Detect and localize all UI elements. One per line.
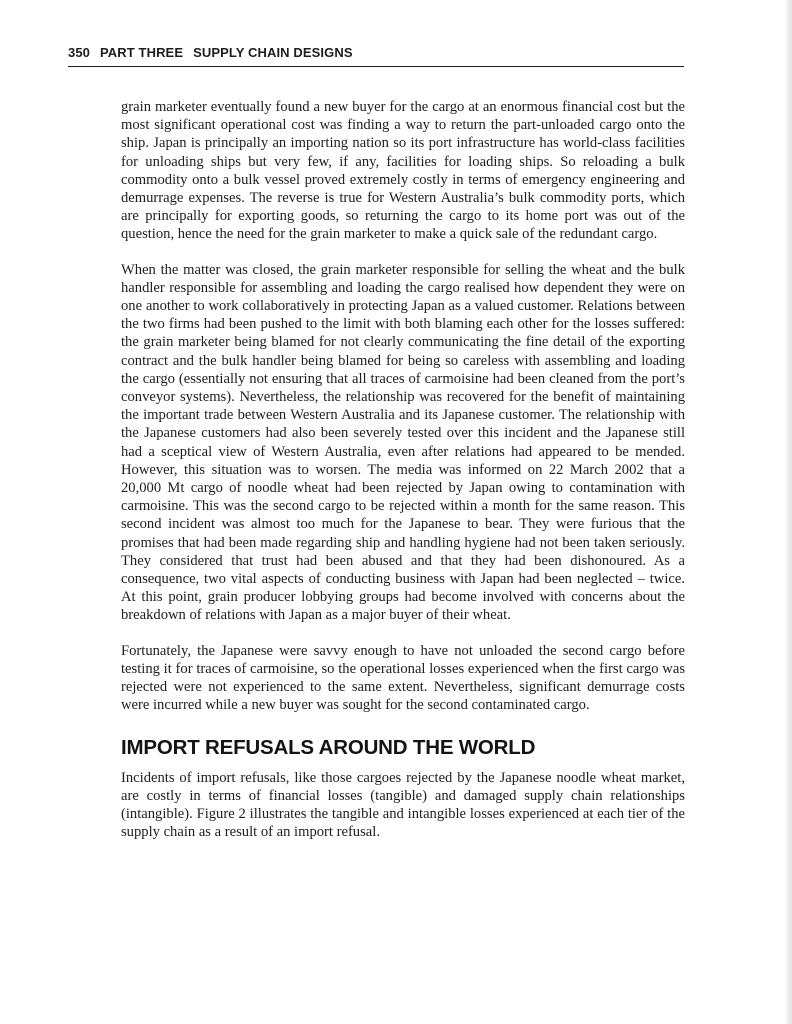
body-paragraph-3: Fortunately, the Japanese were savvy enough to have not unloaded the second cargo before testing it for traces of carmoisine, so the operational losses experienced when the first cargo was rejected were not experienced to the same extent. Nevertheless, significant demurrage costs were incurred while a new buyer was sought for the second contaminated cargo. bbox=[121, 642, 685, 714]
chapter-title: SUPPLY CHAIN DESIGNS bbox=[193, 45, 353, 60]
body-paragraph-1: grain marketer eventually found a new buyer for the cargo at an enormous financial cost but the most significant operational cost was finding a way to return the part-unloaded cargo onto the ship. Japan is principally an importing nation so its port infrastructure has world-class facilities for unloading ships but very few, if any, facilities for loading ships. So reloading a bulk commodity onto a bulk vessel proved extremely costly in terms of emergency engineering and demurrage expenses. The reverse is true for Western Australia’s bulk commodity ports, which are principally for exporting goods, so returning the cargo to its home port was out of the question, hence the need for the grain marketer to make a quick sale of the redundant cargo. bbox=[121, 99, 685, 243]
page-body bbox=[121, 98, 685, 841]
section-paragraph: Incidents of import refusals, like those cargoes rejected by the Japanese noodle wheat market, are costly in terms of financial losses (tangible) and damaged supply chain relationships (intangible). Figure 2 illustrates the tangible and intangible losses experienced at each tier of the supply chain as a result of an import refusal. bbox=[121, 769, 685, 841]
body-paragraph-2: When the matter was closed, the grain marketer responsible for selling the wheat and the bulk handler responsible for assembling and loading the cargo realised how dependent they were on one another to work collaboratively in protecting Japan as a valued customer. Relations between the two firms had been pushed to the limit with both blaming each other for the losses suffered: the grain marketer being blamed for not clearly communicating the fine detail of the exporting contract and the bulk handler being blamed for being so careless with assembling and loading the cargo (essentially not ensuring that all traces of carmoisine had been cleaned from the port’s conveyor systems). Nevertheless, the relationship was recovered for the benefit of maintaining the important trade between Western Australia and its Japanese customer. The relationship with the Japanese customers had also been severely tested over this incident and the Japanese still had a sceptical view of Western Australia, even after relations had appeared to be mended. However, this situation was to worsen. The media was informed on 22 March 2002 that a 20,000 Mt cargo of noodle wheat had been rejected by Japan owing to contamination with carmoisine. This was the second cargo to be rejected within a month for the same reason. This second incident was almost too much for the Japanese to bear. They were furious that the promises that had been made regarding ship and handling hygiene had not been taken seriously. They considered that trust had been abused and that they had been dishonoured. As a consequence, two vital aspects of conducting business with Japan had been neglected – twice. At this point, grain producer lobbying groups had become involved with concerns about the breakdown of relations with Japan as a major buyer of their wheat. bbox=[121, 261, 685, 624]
section-heading: IMPORT REFUSALS AROUND THE WORLD bbox=[121, 735, 536, 759]
page-edge-shadow bbox=[786, 0, 792, 1024]
page-number: 350 bbox=[68, 45, 90, 60]
part-label: PART THREE bbox=[100, 45, 184, 60]
running-header bbox=[68, 44, 684, 67]
